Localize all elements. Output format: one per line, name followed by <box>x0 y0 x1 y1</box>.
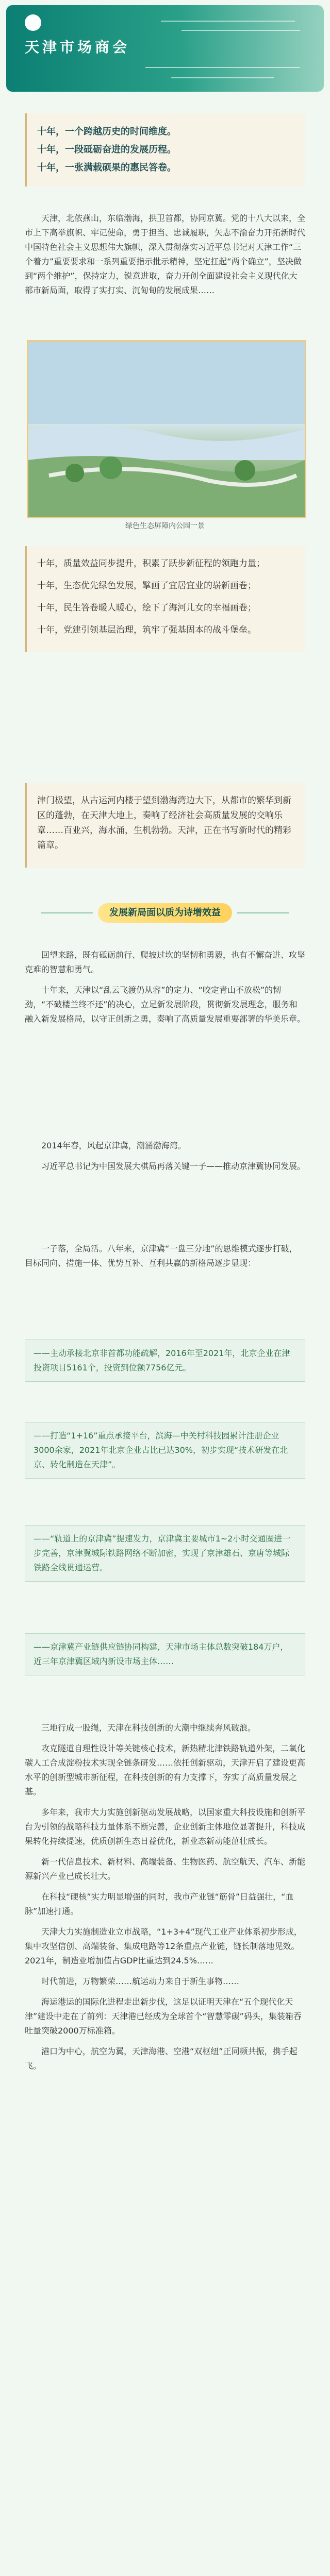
park-photo <box>27 340 306 518</box>
highlight-3: 十年，一张满载硕果的惠民答卷。 <box>37 162 176 173</box>
wave-text: 2014年春，风起京津冀，潮涌渤海湾。 习近平总书记为中国发展大棋局再落关键一子——推动京津冀协同发展。 <box>41 1141 306 1171</box>
highlight-1: 十年，一个跨越历史的时间维度。 <box>37 126 176 137</box>
park-photo-illustration <box>28 342 305 517</box>
info-box-3: ——“轨道上的京津冀”提速发力，京津冀主要城市1~2小时交通圈进一步完善，京津冀城际铁路网络不断加密，实现了京津雄石、京唐等城际铁路全线贯通运营。 <box>25 1525 305 1582</box>
header-banner <box>6 5 324 92</box>
section-divider <box>41 902 289 924</box>
section1-body-3: 三地行成一股绳，天津在科技创新的大潮中继续奔风破浪。 攻克隧道自理性设计等关键核心技术，新热精北津铁路轨道外架，二氧化碳人工合成淀粉技术实现全链条研发……依托创新驱动，天津开启了建设更高水平的创新型城市新征程，在科技创新的有力支撑下，夯实了高质量发展之基。 多年来，我市大力实施创新驱动发展战略，以国家重大科技设施和创新平台为引领的战略科技力量体系不断完善，企业创新主体地位显著提升，科技成果转化持续提速，优质创新生态日益优化，新业态新动能茁壮成长。 新一代信息技术、新材料、高端装备、生物医药、航空航天、汽车、新能源新兴产业已成长壮大。 在科技“硬核”实力明显增强的同时，我市产业链“筋骨”日益强壮，“血脉”加速打通。 天津大力实施制造业立市战略，“1+3+4”现代工业产业体系初步形成，集中攻坚信创、高端装备、集成电路等12条重点产业链，链长制落地见效。2021年，制造业增加值占GDP比重达到24.5%…… 时代前进，万物繁荣……航运动力来自于新生事物…… 海运港运的国际化进程走出新步伐，这足以证明天津在“五个现代化天津”建设中走在了前列：天津港已经成为全球首个“智慧零碳”码头，集装箱吞吐量突破2000万标准箱。 港口为中心，航空为翼，天津海港、空港“双枢纽”正同频共振，携手起飞。 <box>25 1723 306 2071</box>
section1-body-2: 一子落，全局活。八年来，京津冀“一盘三分地”的思维模式逐步打破，目标同向、措施一体、优势互补、互利共赢的新格局逐步显现： <box>25 1244 298 1268</box>
achievement-4: 十年，党建引领基层治理，筑牢了强基固本的战斗堡垒。 <box>37 624 256 635</box>
info-box-4: ——京津冀产业链供应链协同构建，天津市场主体总数突破184万户，近三年京津冀区域内新设市场主体…… <box>25 1633 305 1675</box>
achievement-1: 十年，质量效益同步提升，积累了跃步新征程的领跑力量； <box>37 558 265 569</box>
tianjin-intro-box: 津门极望，从古运河内楼于望到渤海湾边大下，从都市的繁华到新区的蓬勃，在天津大地上，奏响了经济社会高质量发展的交响乐章……百业兴，海水涌，生机勃勃。天津，正在书写新时代的精彩篇章。 <box>25 783 305 868</box>
achievement-3: 十年，民生答卷暖人暖心，绘下了海河儿女的幸福画卷； <box>37 602 256 613</box>
intro-paragraph: 天津，北依燕山，东临渤海，拱卫首都，协同京冀。党的十八大以来，全市上下高举旗帜、牢记使命，勇于担当、忠诚履职，矢志不渝奋力开拓新时代中国特色社会主义思想伟大旗帜，深入贯彻落实习近平总书记对天津工作“三个着力”重要要求和一系列重要指示批示精神，坚定扛起“两个确立”，坚决做到“两个维护”，保持定力，锐意进取，奋力开创全面建设社会主义现代化大都市新局面，取得了实打实、沉甸甸的发展成果…… <box>25 213 306 295</box>
highlight-2: 十年，一段砥砺奋进的发展历程。 <box>37 144 176 155</box>
achievement-2: 十年，生态优先绿色发展，擘画了宜居宜业的崭新画卷； <box>37 580 256 591</box>
section-title: 发展新局面以质为诗增效益 <box>98 903 232 923</box>
page-title: 天津市场商会 <box>25 39 130 56</box>
logo-icon <box>25 14 41 31</box>
achievements-box <box>25 546 305 652</box>
highlight-box <box>25 113 305 187</box>
info-box-1: ——主动承接北京非首都功能疏解，2016年至2021年，北京企业在津投资项目5161个，投资到位额7756亿元。 <box>25 1340 305 1382</box>
info-box-2: ——打造“1+16”重点承接平台，滨海—中关村科技园累计注册企业3000余家，2021年北京企业占比已达30%，初步实现“技术研发在北京、转化制造在天津”。 <box>25 1422 305 1479</box>
section1-body: 回望来路，既有砥砺前行、爬坡过坎的坚韧和勇毅，也有不懈奋进、攻坚克难的智慧和勇气。 十年来，天津以“乱云飞渡仍从容”的定力、“咬定青山不放松”的韧劲，“不破楼兰终不还”的决心，立足新发展阶段，贯彻新发展理念，服务和融入新发展格局，以守正创新之勇，奏响了高质量发展重要部署的华美乐章。 <box>25 950 306 1024</box>
photo1-caption: 绿色生态屏障内公园一景 <box>125 522 205 530</box>
